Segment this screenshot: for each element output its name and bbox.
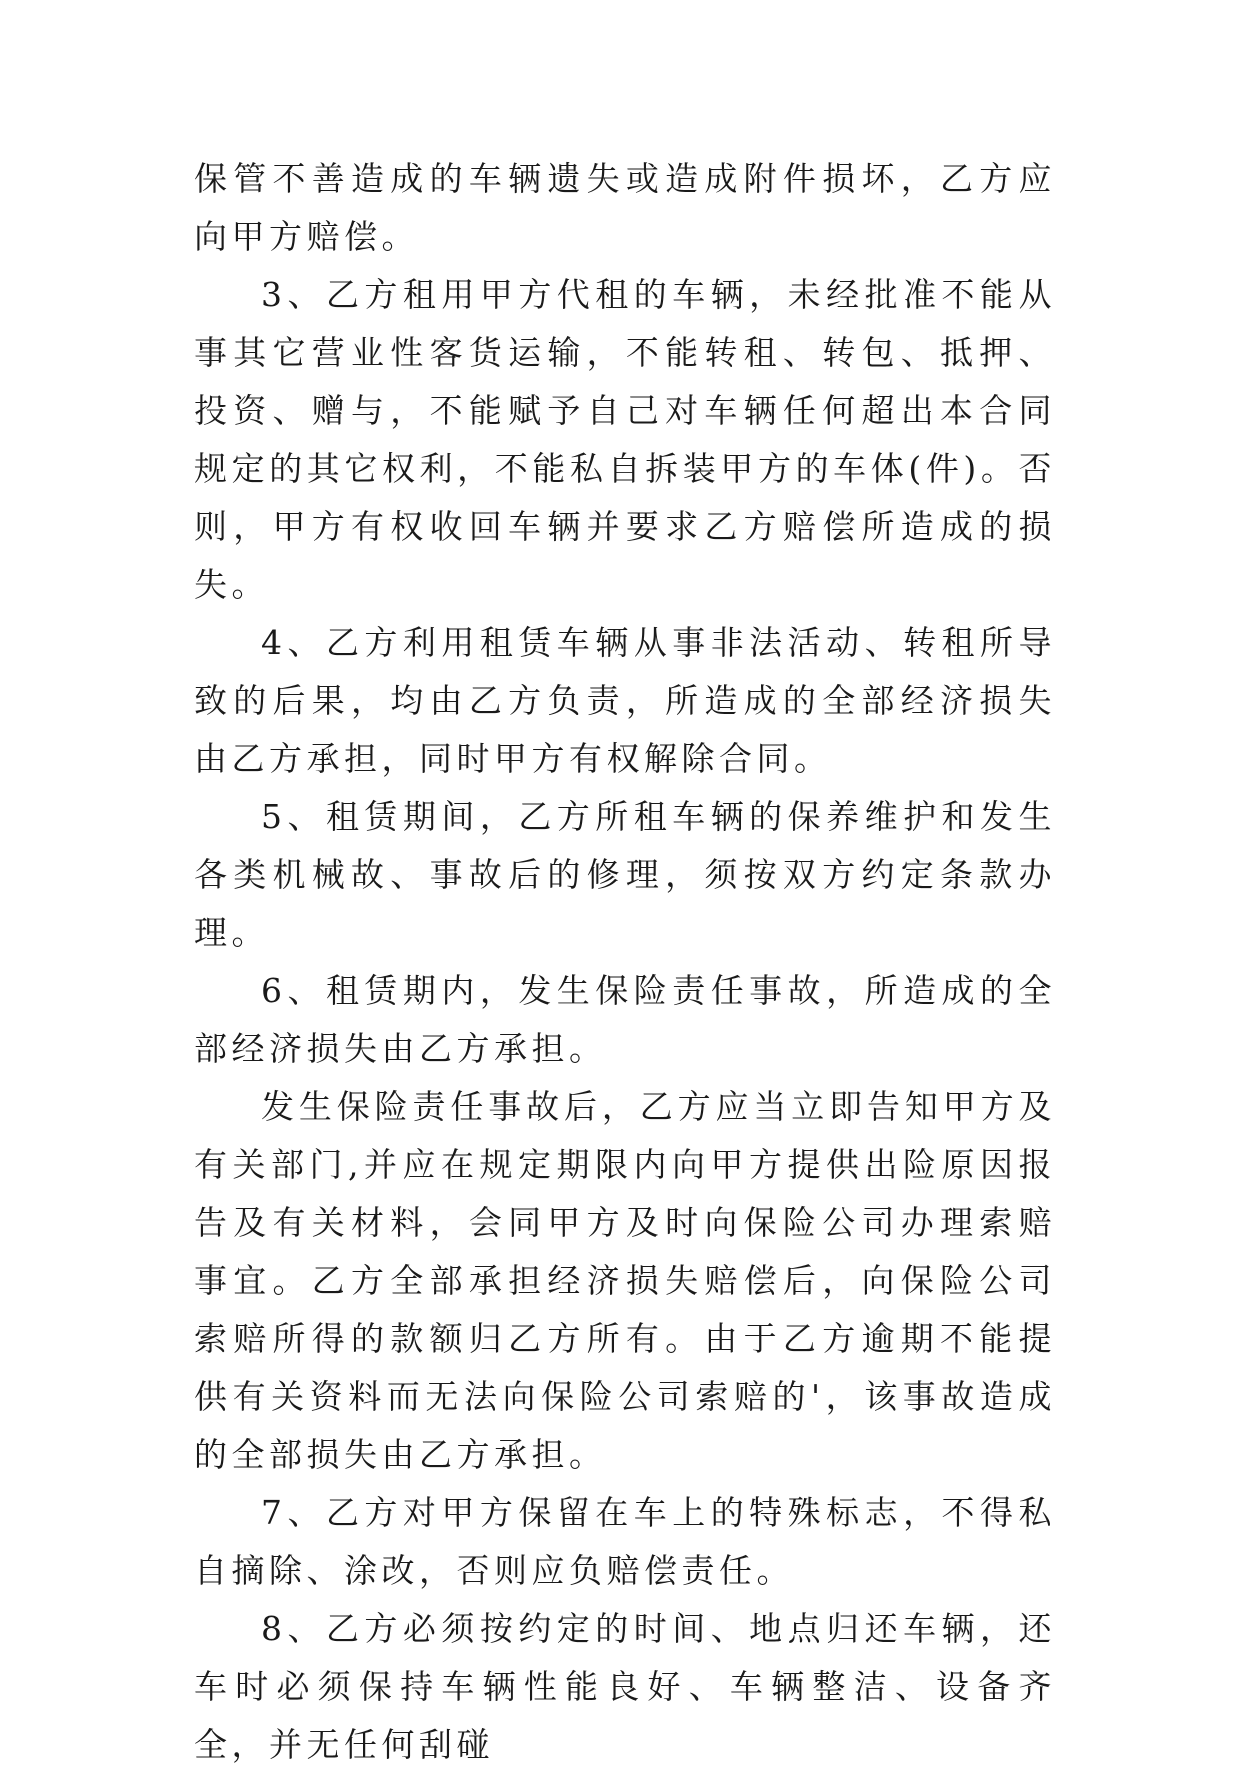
paragraph-clause-8: 8、乙方必须按约定的时间、地点归还车辆，还车时必须保持车辆性能良好、车辆整洁、设备齐全，并无任何刮碰	[194, 1609, 1056, 1764]
paragraph-clause-4: 4、乙方利用租赁车辆从事非法活动、转租所导致的后果，均由乙方负责，所造成的全部经济损失由乙方承担，同时甲方有权解除合同。	[194, 623, 1056, 778]
paragraph-clause-7: 7、乙方对甲方保留在车上的特殊标志，不得私自摘除、涂改，否则应负赔偿责任。	[194, 1493, 1056, 1590]
paragraph-clause-6: 6、租赁期内，发生保险责任事故，所造成的全部经济损失由乙方承担。	[194, 971, 1056, 1068]
document-body	[194, 150, 1056, 1774]
paragraph-clause-3: 3、乙方租用甲方代租的车辆，未经批准不能从事其它营业性客货运输，不能转租、转包、抵押、投资、赠与，不能赋予自己对车辆任何超出本合同规定的其它权利，不能私自拆装甲方的车体(件)。否则，甲方有权收回车辆并要求乙方赔偿所造成的损失。	[194, 275, 1056, 604]
paragraph-clause-5: 5、租赁期间，乙方所租车辆的保养维护和发生各类机械故、事故后的修理，须按双方约定条款办理。	[194, 797, 1056, 952]
paragraph-continuation: 保管不善造成的车辆遗失或造成附件损坏，乙方应向甲方赔偿。	[194, 159, 1056, 256]
paragraph-insurance-accident: 发生保险责任事故后，乙方应当立即告知甲方及有关部门,并应在规定期限内向甲方提供出险原因报告及有关材料，会同甲方及时向保险公司办理索赔事宜。乙方全部承担经济损失赔偿后，向保险公司索赔所得的款额归乙方所有。由于乙方逾期不能提供有关资料而无法向保险公司索赔的'，该事故造成的全部损失由乙方承担。	[194, 1087, 1056, 1474]
